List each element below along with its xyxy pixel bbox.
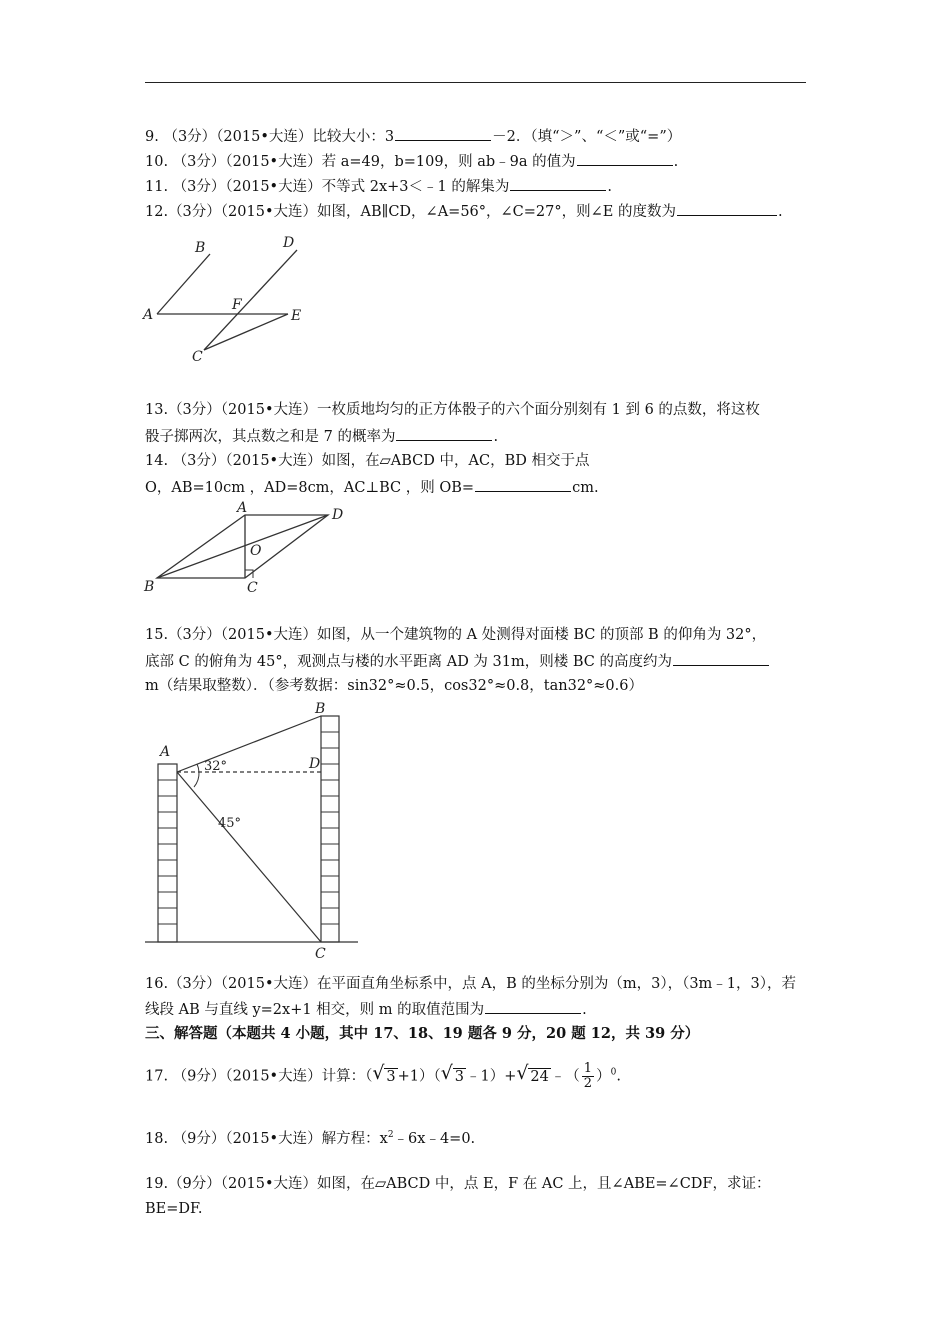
question-13-line-2 [145,426,498,447]
label-c: C [247,580,258,596]
question-text: . [607,179,612,195]
question-text: 在平面直角坐标系中，点 A，B 的坐标分别为（m，3），（3m﹣1，3），若 [317,976,797,992]
sqrt-24: √ 24 [518,1067,550,1087]
question-number: 9. [145,129,159,145]
label-f: F [232,297,242,313]
question-number: 17. [145,1068,169,1085]
source: （2015•大连） [220,204,318,220]
label-o: O [250,543,262,559]
score: （3分） [172,154,226,170]
question-18 [145,1125,475,1149]
question-text: 若 a=49，b=109，则 ab﹣9a 的值为 [321,154,576,170]
question-text: +1）（ [397,1068,441,1085]
score: （3分） [172,179,226,195]
question-number: 14. [145,453,169,469]
score: （3分） [172,453,226,469]
question-number: 10. [145,154,169,170]
question-text: 如图，在▱ABCD 中，AC，BD 相交于点 [321,453,590,469]
question-text: ﹣6x﹣4=0. [393,1130,476,1147]
question-12 [145,201,783,222]
question-number: 11. [145,179,169,195]
question-15-line-1 [145,625,766,645]
answer-blank[interactable] [510,176,606,191]
question-text: ） [596,1068,611,1085]
question-16-line-1 [145,974,796,994]
question-19-line-1 [145,1174,770,1194]
answer-blank[interactable] [396,426,492,441]
source: （2015•大连） [225,154,322,170]
question-text: . [582,1002,587,1018]
answer-blank[interactable] [395,126,491,141]
question-text: 如图，从一个建筑物的 A 处测得对面楼 BC 的顶部 B 的仰角为 32°， [317,627,767,643]
sqrt-3: √ 3 [443,1067,466,1087]
sqrt-3: √ 3 [374,1067,397,1087]
label-e: E [291,308,302,324]
question-number: 16. [145,976,169,992]
label-d: D [309,756,321,772]
question-9 [145,126,681,147]
fraction-one-half: $\frac{1}{2}$ [583,1061,593,1091]
label-a: A [143,307,154,323]
angle-45-label: 45° [218,816,242,831]
question-text: 如图，AB∥CD，∠A=56°，∠C=27°，则∠E 的度数为 [317,204,676,220]
label-a: A [160,744,171,760]
question-text: －2．（填“＞”、“＜”或“=”） [492,129,682,145]
score: （9分） [172,1068,226,1085]
label-a: A [237,500,248,516]
label-b: B [315,701,326,717]
exponent: 0 [610,1067,617,1078]
question-number: 18. [145,1130,169,1147]
question-text: O，AB=10cm ，AD=8cm，AC⊥BC ，则 OB= [145,480,475,496]
header-rule [145,82,806,83]
score: （3分） [168,627,221,643]
question-text: 比较大小：3 [312,129,395,145]
answer-blank[interactable] [677,201,777,216]
question-text: . [493,429,499,445]
question-10 [145,151,678,172]
label-c: C [192,349,203,365]
question-text: cm. [572,480,599,496]
question-13-line-1 [145,400,760,420]
score: （3分） [168,976,221,992]
source: （2015•大连） [225,1130,322,1147]
exponent: 2 [387,1130,394,1140]
label-b: B [195,240,206,256]
score: （9分） [168,1176,221,1192]
source: （2015•大连） [220,1176,318,1192]
source: （2015•大连） [225,1068,322,1085]
question-text: 计算：（ [321,1068,373,1085]
score: （9分） [172,1130,226,1147]
question-text: 解方程：x [321,1130,388,1147]
score: （3分） [168,204,221,220]
source: （2015•大连） [225,179,322,195]
question-11 [145,176,612,197]
section-heading: 三、解答题（本题共 4 小题，其中 17、18、19 题各 9 分，20 题 12，共 39 分） [145,1025,700,1042]
label-d: D [332,507,344,523]
question-text: m（结果取整数）．（参考数据：sin32°≈0.5，cos32°≈0.8，tan32°≈0.6） [145,678,643,694]
question-number: 12. [145,204,169,220]
score: （3分） [168,402,221,418]
question-text: 如图，在▱ABCD 中，点 E，F 在 AC 上，且∠ABE=∠CDF，求证： [317,1176,771,1192]
figure-q12 [140,228,320,368]
answer-blank[interactable] [673,651,769,666]
question-19-line-2: BE=DF. [145,1201,203,1217]
question-text: 不等式 2x+3＜﹣1 的解集为 [321,179,510,195]
question-text: . [673,154,679,170]
label-c: C [315,946,326,960]
source: （2015•大连） [220,627,318,643]
question-16-line-2 [145,999,587,1020]
figure-q14 [140,498,360,603]
question-14-line-1 [145,451,589,471]
question-15-line-2 [145,651,770,672]
figure-q15 [140,698,365,960]
source: （2015•大连） [216,129,313,145]
question-text: 线段 AB 与直线 y=2x+1 相交，则 m 的取值范围为 [145,1002,485,1018]
score: （3分） [163,129,217,145]
question-text: ﹣1）+ [465,1068,517,1085]
question-text: . [777,204,783,220]
question-number: 15. [145,627,169,643]
answer-blank[interactable] [577,151,673,166]
question-number: 13. [145,402,169,418]
source: （2015•大连） [225,453,322,469]
question-text: 底部 C 的俯角为 45°，观测点与楼的水平距离 AD 为 31m，则楼 BC 的高度约为 [145,654,672,670]
question-text: . [616,1068,621,1085]
question-number: 19. [145,1176,169,1192]
question-14-line-2 [145,477,599,498]
source: （2015•大连） [220,402,318,418]
question-text: ﹣（ [550,1068,580,1085]
answer-blank[interactable] [475,477,571,492]
source: （2015•大连） [220,976,318,992]
angle-32-label: 32° [204,759,228,774]
question-15-line-3 [145,676,643,696]
answer-blank[interactable] [485,999,581,1014]
question-text: 一枚质地均匀的正方体骰子的六个面分别刻有 1 到 6 的点数，将这枚 [317,402,760,418]
question-text: 骰子掷两次，其点数之和是 7 的概率为 [145,429,396,445]
label-b: B [144,579,155,595]
label-d: D [283,235,295,251]
question-17 [145,1062,621,1091]
